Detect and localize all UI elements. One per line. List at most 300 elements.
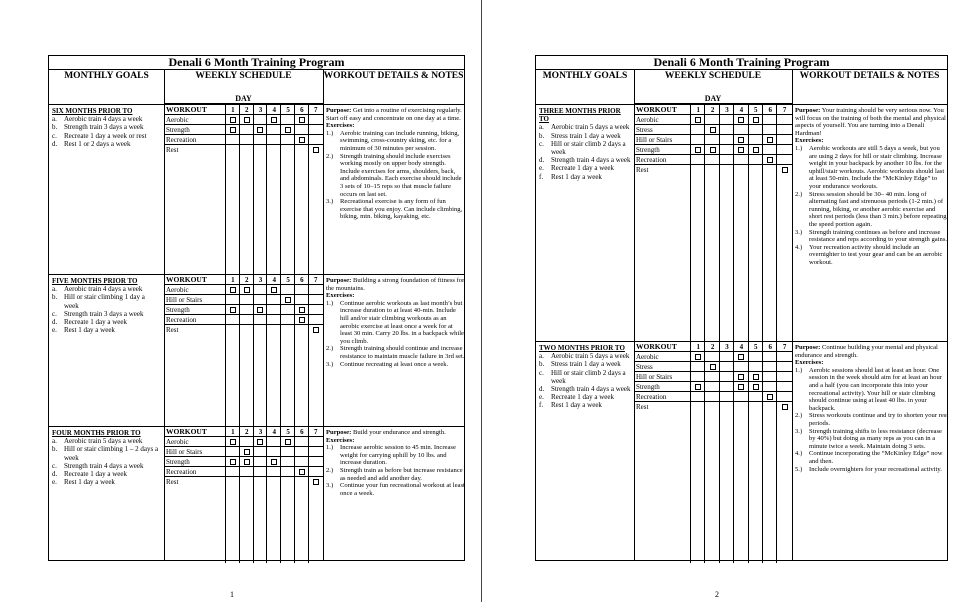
workout-notes: [795, 107, 949, 266]
checkbox[interactable]: [285, 439, 291, 445]
schedule-header-row: [634, 105, 792, 115]
workout-name: Strength: [636, 383, 660, 391]
exercise-number: 1.): [795, 366, 803, 374]
exercise-item: [795, 191, 949, 229]
workout-notes: [326, 107, 466, 221]
exercise-number: 3.): [795, 228, 803, 236]
day-number: 4: [739, 343, 744, 351]
monthly-goals: [539, 344, 631, 410]
training-table: [48, 55, 465, 561]
day-cell: [226, 467, 240, 477]
day-cell: [763, 145, 777, 155]
checkbox[interactable]: [710, 364, 716, 370]
exercise-text: Continue incorporating the “McKinley Edge” now and then.: [809, 450, 943, 465]
day-number: 5: [754, 106, 758, 114]
day-cell: [295, 295, 309, 305]
workout-row: [164, 325, 323, 335]
workout-notes: [326, 277, 466, 368]
goal-letter: a.: [539, 352, 544, 361]
day-cell: [226, 437, 240, 447]
goal-item: [539, 173, 631, 181]
day-cell: [734, 125, 748, 135]
day-number: 1: [231, 106, 235, 114]
day-cell: [240, 315, 254, 325]
checkbox[interactable]: [313, 327, 319, 333]
day-cell: [240, 135, 254, 145]
day-cell: [281, 467, 295, 477]
goal-item: [52, 123, 161, 131]
day-cell: [705, 165, 719, 175]
checkbox[interactable]: [257, 439, 263, 445]
checkbox[interactable]: [257, 127, 263, 133]
exercises-label: Exercises:: [795, 137, 824, 145]
checkbox[interactable]: [753, 374, 759, 380]
day-cell: [281, 315, 295, 325]
day-number: 3: [258, 428, 263, 436]
day-cell: [267, 115, 281, 125]
day-cell: [254, 467, 268, 477]
day-cell: [226, 477, 240, 487]
workout-header: WORKOUT: [166, 105, 207, 114]
day-cell: [691, 372, 705, 382]
goal-text: Recreate 1 day a week: [64, 318, 127, 327]
purpose-text: Build your endurance and strength.: [352, 429, 446, 436]
checkbox[interactable]: [753, 384, 759, 390]
checkbox[interactable]: [738, 117, 744, 123]
checkbox[interactable]: [738, 384, 744, 390]
workout-name: Rest: [166, 478, 179, 486]
day-cell: [777, 155, 791, 165]
goal-text: Rest 1 day a week: [551, 172, 602, 181]
checkbox[interactable]: [299, 137, 305, 143]
workout-name: Recreation: [166, 468, 197, 476]
goal-text: Rest 1 day a week: [551, 401, 602, 410]
day-cell: [309, 115, 323, 125]
day-number: 6: [300, 428, 304, 436]
goal-title: TWO MONTHS PRIOR TO: [539, 344, 625, 352]
workout-row: [634, 155, 792, 165]
grid-rule: [733, 105, 734, 342]
grid-rule: [776, 105, 777, 342]
checkbox[interactable]: [271, 459, 277, 465]
goal-text: Hill or stair climb 2 days a week: [551, 368, 626, 385]
exercise-item: [795, 428, 949, 451]
goal-item: [52, 318, 161, 326]
day-cell: [295, 457, 309, 467]
workout-row: [634, 402, 792, 412]
day-number: 3: [725, 343, 729, 351]
day-number: 4: [272, 428, 277, 436]
day-cell: [254, 457, 268, 467]
grid-rule: [748, 105, 749, 342]
workout-row: [634, 135, 792, 145]
goal-letter: e.: [539, 164, 544, 173]
day-number: 6: [300, 106, 304, 114]
weekly-schedule-header: WEEKLY SCHEDULE: [195, 71, 292, 81]
checkbox[interactable]: [230, 459, 236, 465]
day-number: 6: [300, 276, 304, 284]
workout-row: [164, 447, 323, 457]
grid-rule: [308, 105, 309, 275]
day-cell: [295, 135, 309, 145]
schedule-grid: [164, 275, 323, 427]
day-cell: [226, 295, 240, 305]
day-cell: [295, 125, 309, 135]
purpose-label: Purpose:: [326, 429, 352, 436]
day-cell: [705, 392, 719, 402]
checkbox[interactable]: [710, 147, 716, 153]
day-cell: [254, 135, 268, 145]
day-cell: [763, 352, 777, 362]
checkbox[interactable]: [285, 127, 291, 133]
day-cell: [777, 165, 791, 175]
day-cell: [295, 437, 309, 447]
day-cell: [295, 447, 309, 457]
day-cell: [749, 155, 763, 165]
day-cell: [691, 155, 705, 165]
exercise-item: [326, 444, 466, 467]
day-cell: [309, 467, 323, 477]
exercise-item: [326, 153, 466, 199]
exercise-number: 2.): [795, 190, 803, 198]
workout-name: Strength: [166, 458, 190, 466]
day-cell: [705, 145, 719, 155]
goal-item: [539, 385, 631, 393]
checkbox[interactable]: [244, 287, 250, 293]
exercise-number: 1.): [326, 129, 334, 137]
day-cell: [309, 295, 323, 305]
exercise-text: Strength training should continue and increase resistance to maintain muscle failure in 3rd set.: [340, 345, 465, 360]
checkbox[interactable]: [230, 287, 236, 293]
checkbox[interactable]: [767, 394, 773, 400]
day-cell: [240, 285, 254, 295]
purpose-label: Purpose:: [326, 107, 352, 114]
grid-rule: [762, 105, 763, 342]
checkbox[interactable]: [230, 307, 236, 313]
goal-item: [539, 401, 631, 409]
goal-item: [52, 326, 161, 334]
exercise-item: [795, 466, 949, 474]
exercises-label: Exercises:: [326, 292, 355, 300]
goal-letter: d.: [52, 470, 58, 479]
day-cell: [705, 155, 719, 165]
checkbox[interactable]: [695, 147, 701, 153]
monthly-goals: [539, 107, 631, 181]
workout-name: Recreation: [166, 136, 197, 144]
exercise-text: Continue recreating at least once a week.: [340, 360, 449, 368]
day-cell: [734, 155, 748, 165]
day-cell: [691, 362, 705, 372]
day-cell: [281, 115, 295, 125]
checkbox[interactable]: [244, 117, 250, 123]
checkbox[interactable]: [695, 117, 701, 123]
day-cell: [691, 392, 705, 402]
day-cell: [295, 467, 309, 477]
checkbox[interactable]: [313, 479, 319, 485]
day-cell: [763, 165, 777, 175]
goal-item: [52, 445, 161, 461]
day-cell: [749, 392, 763, 402]
workout-row: [634, 125, 792, 135]
checkbox[interactable]: [299, 117, 305, 123]
checkbox[interactable]: [230, 127, 236, 133]
checkbox[interactable]: [271, 287, 277, 293]
grid-rule: [253, 275, 254, 427]
day-number: 5: [754, 343, 758, 351]
workout-notes-header: WORKOUT DETAILS & NOTES: [799, 71, 940, 81]
purpose-label: Purpose:: [795, 107, 821, 114]
exercise-item: [326, 300, 466, 346]
grid-rule: [719, 105, 720, 342]
grid-rule: [253, 427, 254, 563]
checkbox[interactable]: [244, 459, 250, 465]
checkbox[interactable]: [767, 137, 773, 143]
purpose: [326, 429, 466, 437]
weekly-schedule-header: WEEKLY SCHEDULE: [664, 71, 762, 81]
grid-rule: [280, 105, 281, 275]
day-cell: [267, 125, 281, 135]
checkbox[interactable]: [230, 117, 236, 123]
day-cell: [226, 447, 240, 457]
exercise-number: 1.): [795, 144, 803, 152]
day-cell: [720, 402, 734, 412]
day-cell: [226, 325, 240, 335]
goal-text: Recreate 1 day a week or rest: [64, 131, 147, 140]
day-cell: [281, 145, 295, 155]
day-cell: [720, 382, 734, 392]
month-section: [49, 426, 464, 563]
goal-text: Aerobic train 5 days a week: [551, 123, 630, 132]
day-number: 2: [710, 106, 715, 114]
goal-text: Strength train 4 days a week: [64, 461, 144, 470]
day-cell: [749, 402, 763, 412]
workout-header: WORKOUT: [166, 275, 207, 284]
workout-notes: [795, 344, 949, 473]
checkbox[interactable]: [753, 147, 759, 153]
goal-text: Stress train 1 day a week: [551, 131, 621, 140]
exercises-label: Exercises:: [326, 436, 355, 444]
day-cell: [240, 457, 254, 467]
checkbox[interactable]: [244, 449, 250, 455]
page-2: [482, 0, 961, 602]
checkbox[interactable]: [738, 354, 744, 360]
day-cell: [777, 135, 791, 145]
goal-text: Hill or stair climb 2 days a week: [551, 139, 626, 157]
day-cell: [240, 437, 254, 447]
goal-title: SIX MONTHS PRIOR TO: [52, 107, 133, 115]
day-cell: [281, 285, 295, 295]
checkbox[interactable]: [299, 469, 305, 475]
purpose: [326, 107, 466, 122]
goal-item: [539, 164, 631, 172]
checkbox[interactable]: [753, 117, 759, 123]
goal-letter: f.: [539, 172, 544, 181]
goal-title: FIVE MONTHS PRIOR TO: [52, 277, 138, 285]
checkbox[interactable]: [738, 137, 744, 143]
exercise-number: 3.): [795, 427, 803, 435]
day-cell: [749, 372, 763, 382]
page-number: 1: [230, 590, 234, 599]
page-1: [0, 0, 480, 602]
day-cell: [734, 352, 748, 362]
day-label: DAY: [704, 94, 722, 103]
day-cell: [240, 305, 254, 315]
day-cell: [226, 285, 240, 295]
purpose-text: Get into a routine of exercising regularly. Start off easy and concentrate on one day at a time.: [326, 107, 462, 122]
day-cell: [691, 115, 705, 125]
day-cell: [267, 305, 281, 315]
day-cell: [281, 447, 295, 457]
grid-rule: [294, 275, 295, 427]
day-cell: [720, 115, 734, 125]
goal-text: Aerobic train 5 days a week: [551, 352, 630, 361]
page-title: Denali 6 Month Training Program: [49, 56, 464, 70]
grid-rule: [280, 427, 281, 563]
goal-item: [52, 140, 161, 148]
day-cell: [267, 135, 281, 145]
day-cell: [309, 325, 323, 335]
checkbox[interactable]: [299, 307, 305, 313]
grid-rule: [225, 427, 226, 563]
day-cell: [705, 372, 719, 382]
day-cell: [734, 165, 748, 175]
grid-rule: [690, 342, 691, 563]
day-cell: [240, 325, 254, 335]
day-header-rule: [634, 103, 792, 104]
grid-rule: [280, 275, 281, 427]
day-cell: [267, 457, 281, 467]
workout-row: [164, 135, 323, 145]
day-cell: [281, 295, 295, 305]
goal-item: [52, 470, 161, 478]
day-cell: [720, 145, 734, 155]
checkbox[interactable]: [738, 374, 744, 380]
day-cell: [691, 352, 705, 362]
day-cell: [777, 125, 791, 135]
goal-letter: b.: [52, 293, 58, 302]
day-cell: [734, 372, 748, 382]
monthly-goals: [52, 107, 161, 148]
goal-item: [52, 462, 161, 470]
workout-name: Stress: [636, 126, 653, 134]
day-cell: [267, 467, 281, 477]
schedule-header-row: [164, 427, 323, 437]
exercise-item: [795, 367, 949, 413]
day-cell: [267, 447, 281, 457]
day-cell: [267, 295, 281, 305]
day-cell: [734, 362, 748, 372]
workout-row: [164, 437, 323, 447]
goal-letter: c.: [52, 131, 57, 140]
goal-letter: c.: [539, 139, 544, 148]
grid-rule: [239, 275, 240, 427]
workout-name: Rest: [636, 403, 649, 411]
workout-row: [164, 477, 323, 487]
day-cell: [240, 447, 254, 457]
day-cell: [254, 315, 268, 325]
goal-text: Recreate 1 day a week: [64, 470, 127, 479]
checkbox[interactable]: [710, 127, 716, 133]
monthly-goals-header: MONTHLY GOALS: [542, 71, 628, 81]
day-cell: [309, 315, 323, 325]
day-number: 3: [725, 106, 729, 114]
exercise-number: 3.): [326, 482, 334, 490]
goal-item: [539, 360, 631, 368]
workout-name: Hill or Stairs: [166, 296, 203, 304]
exercise-text: Recreational exercise is any form of fun exercise that you enjoy. Can include climbing, biking, mtn. biking, kayaking, etc.: [340, 198, 463, 221]
day-cell: [720, 135, 734, 145]
goal-item: [52, 478, 161, 486]
checkbox[interactable]: [313, 147, 319, 153]
goal-item: [52, 310, 161, 318]
checkbox[interactable]: [230, 439, 236, 445]
goal-text: Rest 1 day a week: [64, 326, 115, 335]
exercise-item: [326, 130, 466, 153]
day-cell: [309, 477, 323, 487]
day-number: 5: [286, 428, 290, 436]
workout-row: [164, 457, 323, 467]
exercises: [326, 292, 466, 300]
purpose-label: Purpose:: [795, 344, 821, 351]
day-cell: [295, 325, 309, 335]
exercise-text: Your recreation activity should include an overnighter to test your gear and can be an aerobic workout.: [809, 243, 943, 266]
day-number: 7: [782, 106, 787, 114]
checkbox[interactable]: [695, 354, 701, 360]
exercise-number: 2.): [326, 152, 334, 160]
checkbox[interactable]: [738, 147, 744, 153]
grid-rule: [266, 427, 267, 563]
checkbox[interactable]: [285, 297, 291, 303]
day-cell: [763, 392, 777, 402]
workout-row: [164, 295, 323, 305]
workout-notes-header: WORKOUT DETAILS & NOTES: [323, 71, 464, 81]
workout-name: Aerobic: [636, 353, 659, 361]
goal-item: [52, 293, 161, 309]
checkbox[interactable]: [782, 404, 788, 410]
day-cell: [720, 392, 734, 402]
day-cell: [267, 477, 281, 487]
day-cell: [254, 305, 268, 315]
day-cell: [295, 477, 309, 487]
exercise-text: Strength training shifts to less resistance (decrease by 40%) but doing as many reps as you can in a minute twice a week. Maintain doing 3 sets.: [809, 427, 942, 450]
goal-item: [52, 115, 161, 123]
workout-header: WORKOUT: [636, 105, 677, 114]
checkbox[interactable]: [299, 317, 305, 323]
day-cell: [226, 145, 240, 155]
day-cell: [720, 165, 734, 175]
day-cell: [749, 135, 763, 145]
checkbox[interactable]: [257, 307, 263, 313]
checkbox[interactable]: [695, 384, 701, 390]
day-cell: [295, 285, 309, 295]
exercise-text: Strength training should include exercises working mostly on upper body strength. Include exercises for arms, shoulders, back, and abdominals. Each exercise should include 3 sets of 10–15 reps so that muscle failure occurs on last set.: [340, 152, 462, 198]
goal-letter: d.: [52, 139, 58, 148]
checkbox[interactable]: [767, 157, 773, 163]
month-section: [49, 274, 464, 427]
day-cell: [763, 402, 777, 412]
day-cell: [254, 115, 268, 125]
day-cell: [720, 362, 734, 372]
day-cell: [705, 135, 719, 145]
exercise-item: [326, 467, 466, 482]
day-cell: [749, 362, 763, 372]
day-cell: [749, 145, 763, 155]
day-cell: [267, 325, 281, 335]
day-cell: [734, 135, 748, 145]
day-cell: [226, 125, 240, 135]
checkbox[interactable]: [271, 117, 277, 123]
checkbox[interactable]: [782, 167, 788, 173]
